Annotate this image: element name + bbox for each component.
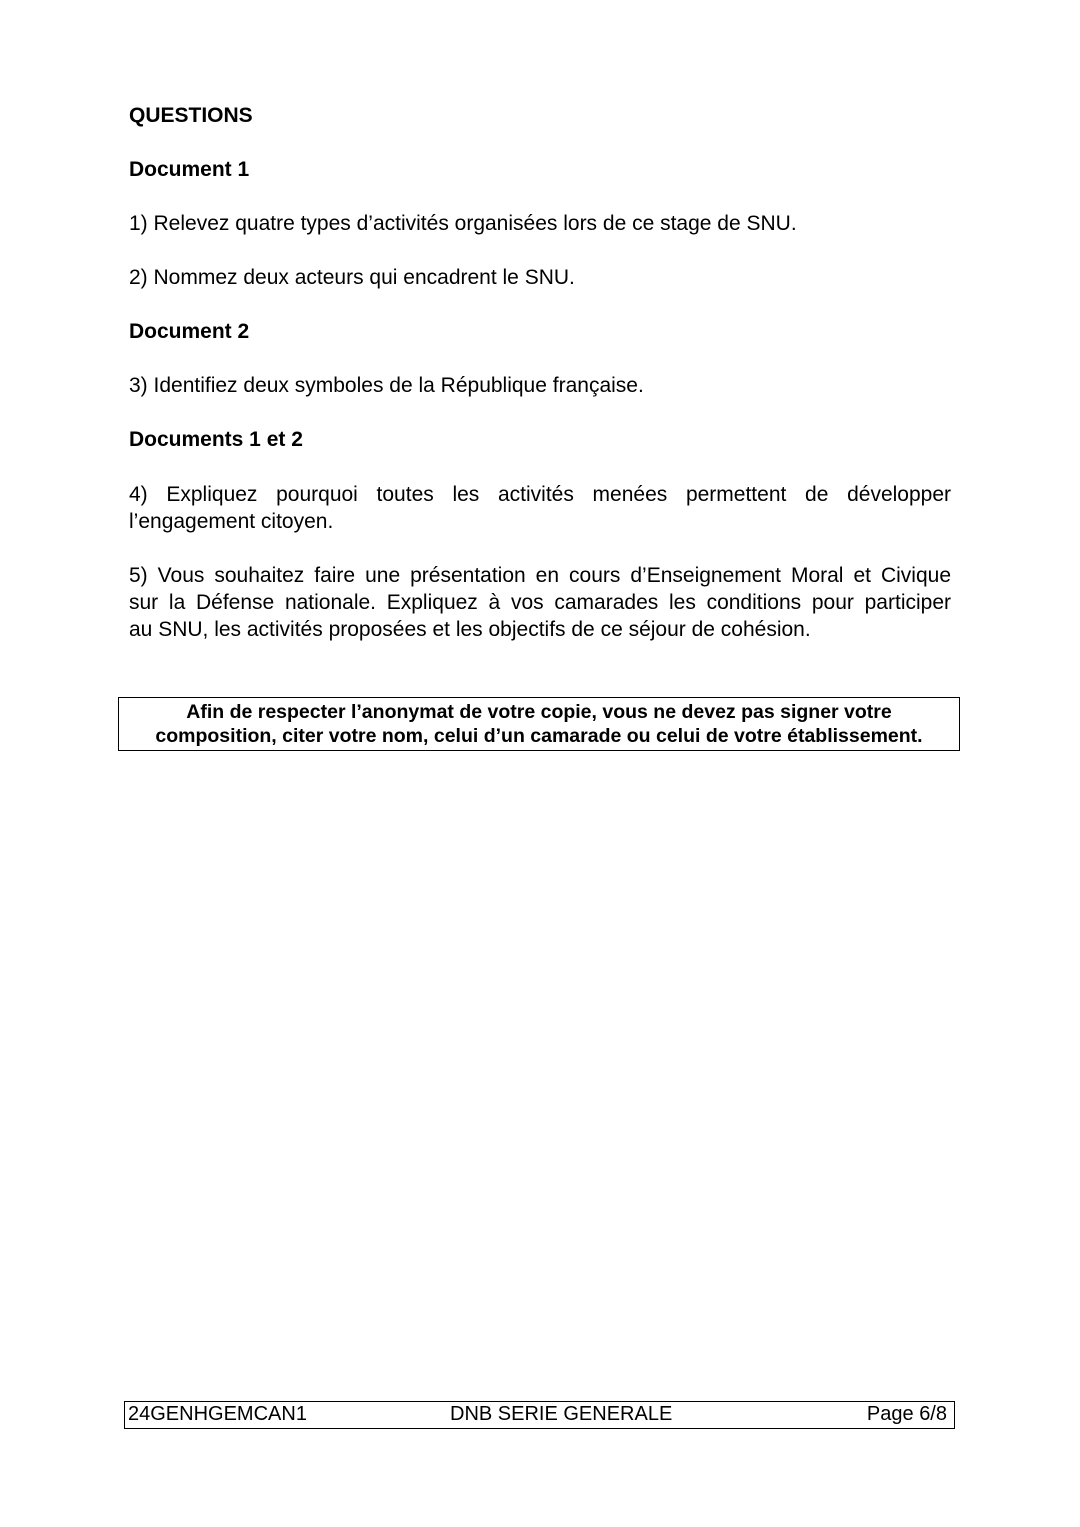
documents-1-2-heading: Documents 1 et 2: [129, 428, 303, 451]
footer-page-number: Page 6/8: [866, 1403, 947, 1425]
footer-exam-code: 24GENHGEMCAN1: [128, 1403, 307, 1425]
question-4-line-1: 4) Expliquez pourquoi toutes les activités menées permettent de développer: [129, 483, 951, 506]
document-2-heading: Document 2: [129, 320, 250, 343]
question-5-line-3: au SNU, les activités proposées et les objectifs de ce séjour de cohésion.: [129, 618, 811, 641]
anonymity-notice-line-1: Afin de respecter l’anonymat de votre copie, vous ne devez pas signer votre: [186, 701, 892, 723]
question-5-line-1: 5) Vous souhaitez faire une présentation en cours d’Enseignement Moral et Civique: [129, 564, 951, 587]
question-3: 3) Identifiez deux symboles de la République française.: [129, 374, 644, 397]
question-2: 2) Nommez deux acteurs qui encadrent le SNU.: [129, 266, 575, 289]
anonymity-notice-line-2: composition, citer votre nom, celui d’un camarade ou celui de votre établissement.: [155, 725, 923, 747]
document-1-heading: Document 1: [129, 158, 250, 181]
question-4-line-2: l’engagement citoyen.: [129, 510, 334, 533]
question-1: 1) Relevez quatre types d’activités organisées lors de ce stage de SNU.: [129, 212, 797, 235]
page-title: QUESTIONS: [129, 104, 253, 127]
page-footer: [124, 1401, 955, 1429]
anonymity-notice-box: [118, 697, 960, 751]
footer-series: DNB SERIE GENERALE: [450, 1403, 673, 1425]
question-5-line-2: sur la Défense nationale. Expliquez à vos camarades les conditions pour participer: [129, 591, 951, 614]
